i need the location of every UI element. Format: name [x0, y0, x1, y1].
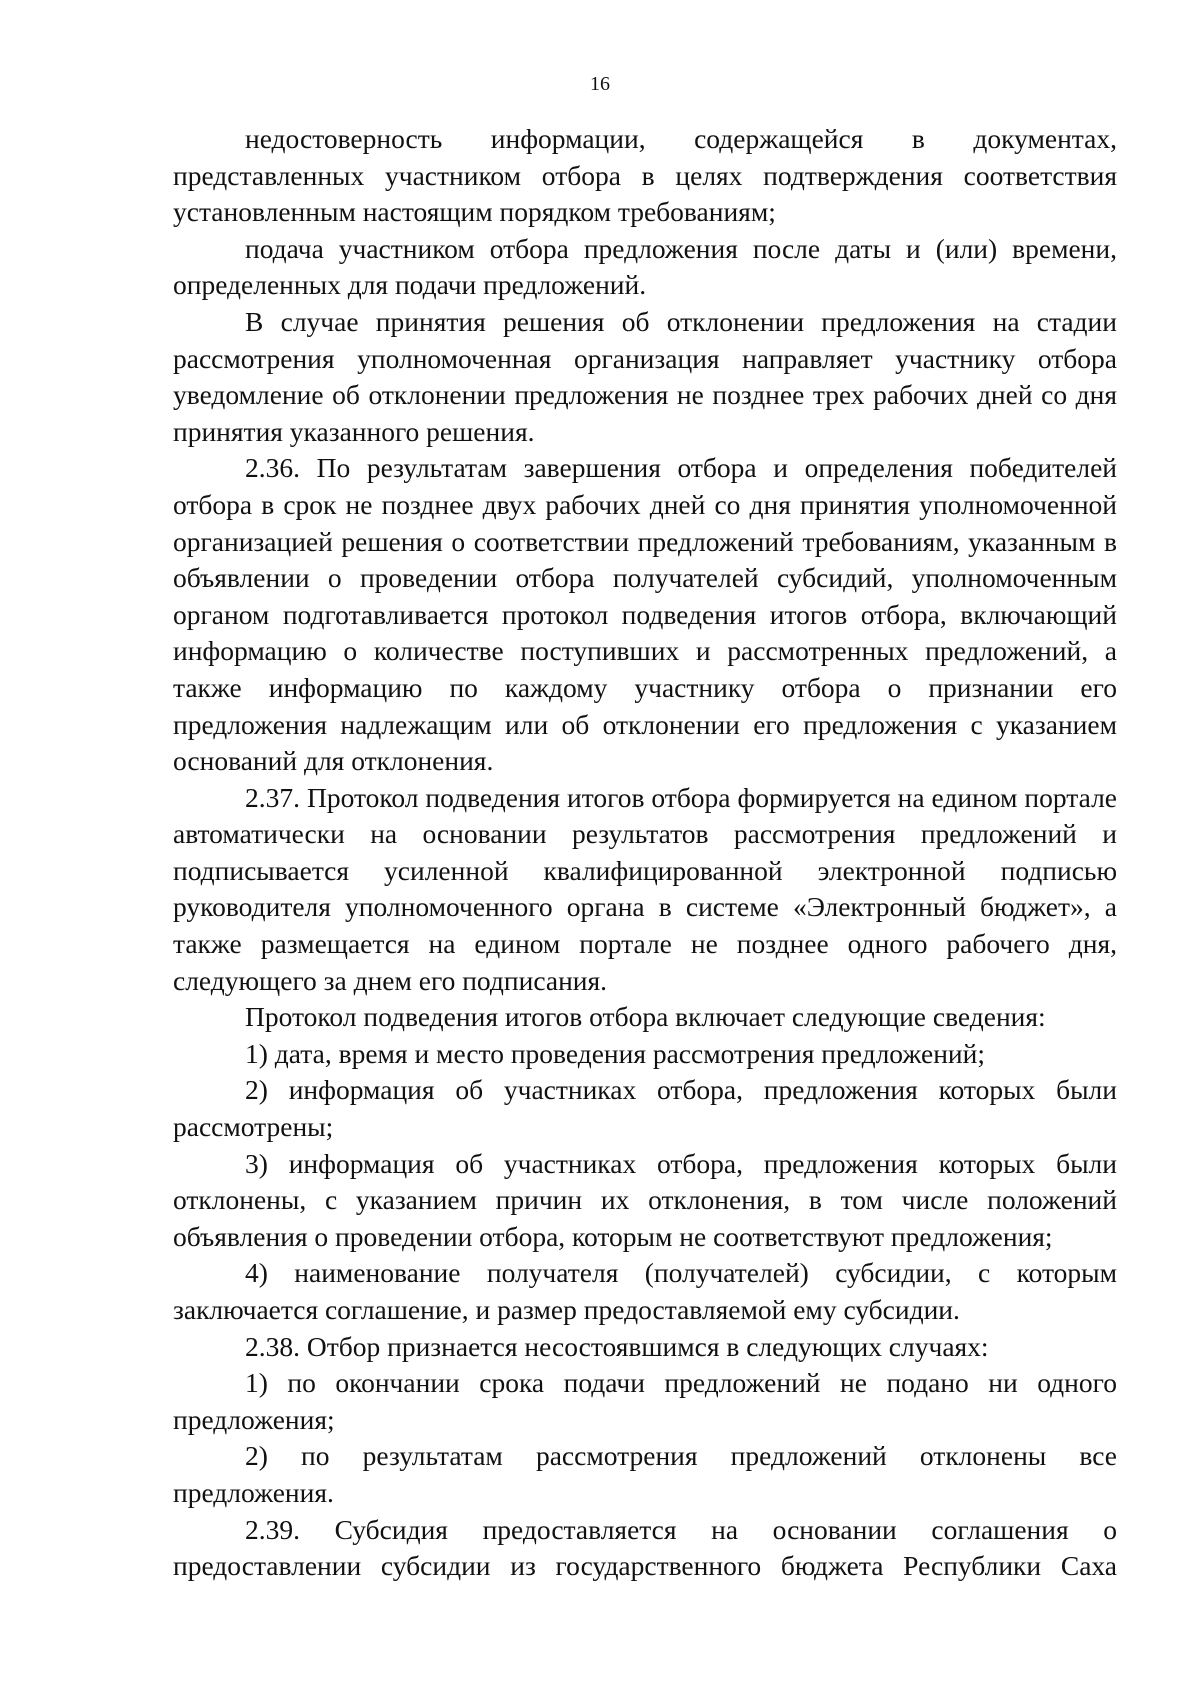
- paragraph: В случае принятия решения об отклонении предложения на стадии рассмотрения уполномоченная организация направляет участнику отбора уведомление об отклонении предложения не позднее трех рабочих дней со дня принятия указанного решения.: [173, 305, 1117, 447]
- paragraph: 2.38. Отбор признается несостоявшимся в следующих случаях:: [245, 1330, 989, 1362]
- paragraph: 3) информация об участниках отбора, предложения которых были отклонены, с указанием причин их отклонения, в том числе положений объявления о проведении отбора, которым не соответствуют предложения;: [173, 1147, 1117, 1252]
- paragraph: 2) информация об участниках отбора, предложения которых были рассмотрены;: [173, 1074, 1117, 1143]
- paragraph: 1) дата, время и место проведения рассмотрения предложений;: [245, 1037, 986, 1069]
- paragraph: 2) по результатам рассмотрения предложений отклонены все предложения.: [173, 1440, 1117, 1508]
- page-number: 16: [590, 73, 610, 95]
- paragraph: 4) наименование получателя (получателей) субсидии, с которым заключается соглашение, и размер предоставляемой ему субсидии.: [173, 1257, 1117, 1325]
- paragraph: подача участником отбора предложения после даты и (или) времени, определенных для подачи предложений.: [173, 232, 1117, 301]
- paragraph: 2.39. Субсидия предоставляется на основании соглашения о предоставлении субсидии из государственного бюджета Республики Саха: [173, 1513, 1117, 1582]
- paragraph: недостоверность информации, содержащейся в документах, представленных участником отбора в целях подтверждения соответствия установленным настоящим порядком требованиям;: [173, 123, 1117, 228]
- paragraph: Протокол подведения итогов отбора включает следующие сведения:: [245, 1001, 1046, 1033]
- document-body: [173, 121, 1117, 1585]
- paragraph: 1) по окончании срока подачи предложений не подано ни одного предложения;: [173, 1367, 1117, 1435]
- paragraph: 2.37. Протокол подведения итогов отбора формируется на едином портале автоматически на основании результатов рассмотрения предложений и подписывается усиленной квалифицированной электронной подписью руководителя уполномоченного органа в системе «Электронный бюджет», а также размещается на едином портале не позднее одного рабочего дня, следующего за днем его подписания.: [173, 781, 1117, 996]
- paragraph: 2.36. По результатам завершения отбора и определения победителей отбора в срок не позднее двух рабочих дней со дня принятия уполномоченной организацией решения о соответствии предложений требованиям, указанным в объявлении о проведении отбора получателей субсидий, уполномоченным органом подготавливается протокол подведения итогов отбора, включающий информацию о количестве поступивших и рассмотренных предложений, а также информацию по каждому участнику отбора о признании его предложения надлежащим или об отклонении его предложения с указанием оснований для отклонения.: [173, 452, 1117, 777]
